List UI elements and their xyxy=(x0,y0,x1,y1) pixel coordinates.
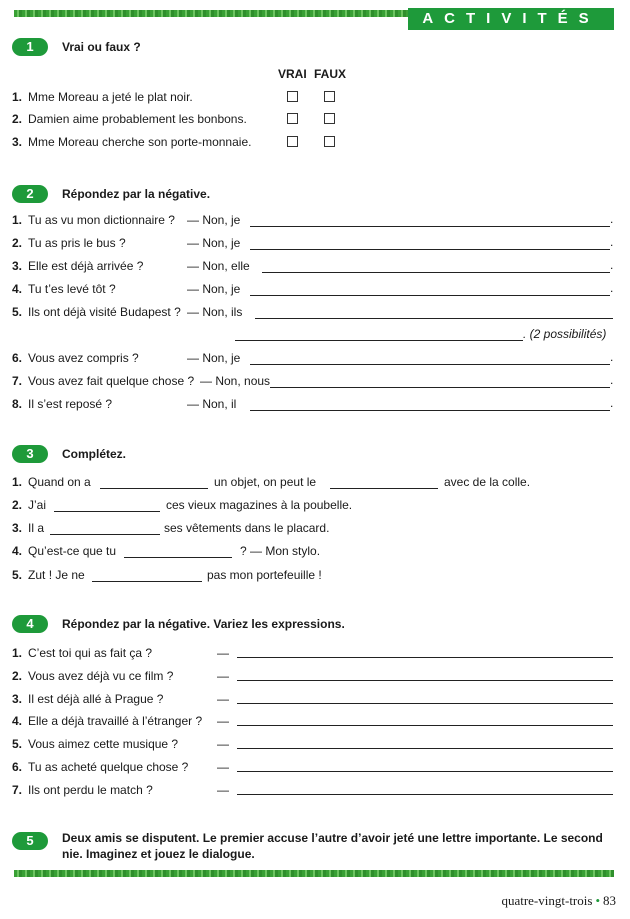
s2-answer-blank-3[interactable] xyxy=(262,272,610,273)
s3-item-4-end: ? — Mon stylo. xyxy=(240,544,321,558)
s4-question-2: 2. Vous avez déjà vu ce film ? xyxy=(12,669,174,683)
s4-dash-6: — xyxy=(217,760,229,774)
s2-question-4: 4. Tu t’es levé tôt ? xyxy=(12,282,116,296)
page-number-words: quatre-vingt-trois xyxy=(501,893,593,908)
s2-period-2: . xyxy=(610,235,614,249)
s1-item-1: 1. Mme Moreau a jeté le plat noir. xyxy=(12,90,193,104)
section-5-instructions: Deux amis se disputent. Le premier accuse l’autre d’avoir jeté une lettre importante. Le second nie. Imaginez et jouez le dialogue. xyxy=(62,831,603,861)
activities-header: ACTIVITÉS xyxy=(408,8,614,30)
s4-question-1: 1. C’est toi qui as fait ça ? xyxy=(12,646,153,660)
s3-item-5: 5. Zut ! Je ne xyxy=(12,568,85,582)
s1-item-3: 3. Mme Moreau cherche son porte-monnaie. xyxy=(12,135,252,149)
s3-item-3: 3. Il a xyxy=(12,521,45,535)
s3-item-2-end: ces vieux magazines à la poubelle. xyxy=(166,498,353,512)
s2-answer-start-3: — Non, elle xyxy=(187,259,250,273)
s2-answer-start-8: — Non, il xyxy=(187,397,237,411)
s4-dash-7: — xyxy=(217,783,229,797)
bottom-decorative-bar xyxy=(14,870,614,877)
s2-answer-start-6: — Non, je xyxy=(187,351,241,365)
s2-answer-blank-2[interactable] xyxy=(250,249,610,250)
page-number: 83 xyxy=(603,893,616,908)
s3-item-2: 2. J’ai xyxy=(12,498,47,512)
s2-question-3: 3. Elle est déjà arrivée ? xyxy=(12,259,144,273)
s4-answer-blank-5[interactable] xyxy=(237,748,613,749)
s3-blank-2[interactable] xyxy=(54,511,160,512)
s2-period-1: . xyxy=(610,212,614,226)
s4-dash-4: — xyxy=(217,714,229,728)
s4-dash-2: — xyxy=(217,669,229,683)
section-3-badge: 3 xyxy=(12,445,48,463)
s1-item-2: 2. Damien aime probablement les bonbons. xyxy=(12,112,247,126)
section-4-badge: 4 xyxy=(12,615,48,633)
s3-item-1-end: avec de la colle. xyxy=(444,475,531,489)
section-2-badge: 2 xyxy=(12,185,48,203)
s3-item-4: 4. Qu’est-ce que tu xyxy=(12,544,117,558)
checkbox-3-vrai[interactable] xyxy=(287,136,298,147)
section-5-badge: 5 xyxy=(12,832,48,850)
checkbox-2-vrai[interactable] xyxy=(287,113,298,124)
s2-answer-blank-6[interactable] xyxy=(250,364,610,365)
s4-dash-1: — xyxy=(217,646,229,660)
s2-answer-blank-5b[interactable] xyxy=(235,340,523,341)
s2-question-5: 5. Ils ont déjà visité Budapest ? xyxy=(12,305,181,319)
s2-answer-start-2: — Non, je xyxy=(187,236,241,250)
s3-item-1: 1. Quand on a xyxy=(12,475,91,489)
s2-period-6: . xyxy=(610,350,614,364)
s3-blank-4[interactable] xyxy=(124,557,232,558)
s4-dash-3: — xyxy=(217,692,229,706)
s4-answer-blank-2[interactable] xyxy=(237,680,613,681)
s4-question-4: 4. Elle a déjà travaillé à l’étranger ? xyxy=(12,714,203,728)
s3-blank-1a[interactable] xyxy=(100,488,208,489)
s2-possibilities-note: . (2 possibilités) xyxy=(523,327,607,341)
s2-answer-start-7: — Non, nous xyxy=(200,374,271,388)
s2-question-1: 1. Tu as vu mon dictionnaire ? xyxy=(12,213,175,227)
s2-answer-blank-8[interactable] xyxy=(250,410,610,411)
checkbox-1-vrai[interactable] xyxy=(287,91,298,102)
s3-blank-3[interactable] xyxy=(50,534,160,535)
s2-answer-start-5: — Non, ils xyxy=(187,305,243,319)
s4-question-6: 6. Tu as acheté quelque chose ? xyxy=(12,760,189,774)
s2-period-4: . xyxy=(610,281,614,295)
s4-question-7: 7. Ils ont perdu le match ? xyxy=(12,783,153,797)
column-faux: FAUX xyxy=(314,67,347,81)
section-4-title: Répondez par la négative. Variez les expressions. xyxy=(62,617,345,631)
s2-answer-blank-1[interactable] xyxy=(250,226,610,227)
s2-period-8: . xyxy=(610,396,614,410)
s4-answer-blank-3[interactable] xyxy=(237,703,613,704)
section-1-badge: 1 xyxy=(12,38,48,56)
checkbox-2-faux[interactable] xyxy=(324,113,335,124)
s2-question-6: 6. Vous avez compris ? xyxy=(12,351,139,365)
section-1-title: Vrai ou faux ? xyxy=(62,40,141,54)
s4-answer-blank-4[interactable] xyxy=(237,725,613,726)
section-2-title: Répondez par la négative. xyxy=(62,187,211,201)
s2-question-7: 7. Vous avez fait quelque chose ? xyxy=(12,374,195,388)
s4-dash-5: — xyxy=(217,737,229,751)
s4-question-3: 3. Il est déjà allé à Prague ? xyxy=(12,692,164,706)
s3-blank-5[interactable] xyxy=(92,581,202,582)
s2-answer-blank-5a[interactable] xyxy=(255,318,613,319)
s4-question-5: 5. Vous aimez cette musique ? xyxy=(12,737,179,751)
s3-item-3-end: ses vêtements dans le placard. xyxy=(164,521,330,535)
s4-answer-blank-1[interactable] xyxy=(237,657,613,658)
top-decorative-bar xyxy=(14,10,408,17)
s2-question-2: 2. Tu as pris le bus ? xyxy=(12,236,126,250)
s2-answer-start-1: — Non, je xyxy=(187,213,241,227)
footer-bullet: • xyxy=(595,893,600,908)
s4-answer-blank-7[interactable] xyxy=(237,794,613,795)
s2-period-3: . xyxy=(610,258,614,272)
s2-answer-start-4: — Non, je xyxy=(187,282,241,296)
s2-answer-blank-7[interactable] xyxy=(270,387,610,388)
s3-item-1-middle: un objet, on peut le xyxy=(214,475,317,489)
checkbox-1-faux[interactable] xyxy=(324,91,335,102)
s2-period-7: . xyxy=(610,373,614,387)
section-3-title: Complétez. xyxy=(62,447,127,461)
checkbox-3-faux[interactable] xyxy=(324,136,335,147)
s3-blank-1b[interactable] xyxy=(330,488,438,489)
s2-question-8: 8. Il s’est reposé ? xyxy=(12,397,113,411)
column-vrai: VRAI xyxy=(278,67,307,81)
s3-item-5-end: pas mon portefeuille ! xyxy=(207,568,322,582)
s2-answer-blank-4[interactable] xyxy=(250,295,610,296)
s4-answer-blank-6[interactable] xyxy=(237,771,613,772)
page-footer xyxy=(501,893,616,909)
